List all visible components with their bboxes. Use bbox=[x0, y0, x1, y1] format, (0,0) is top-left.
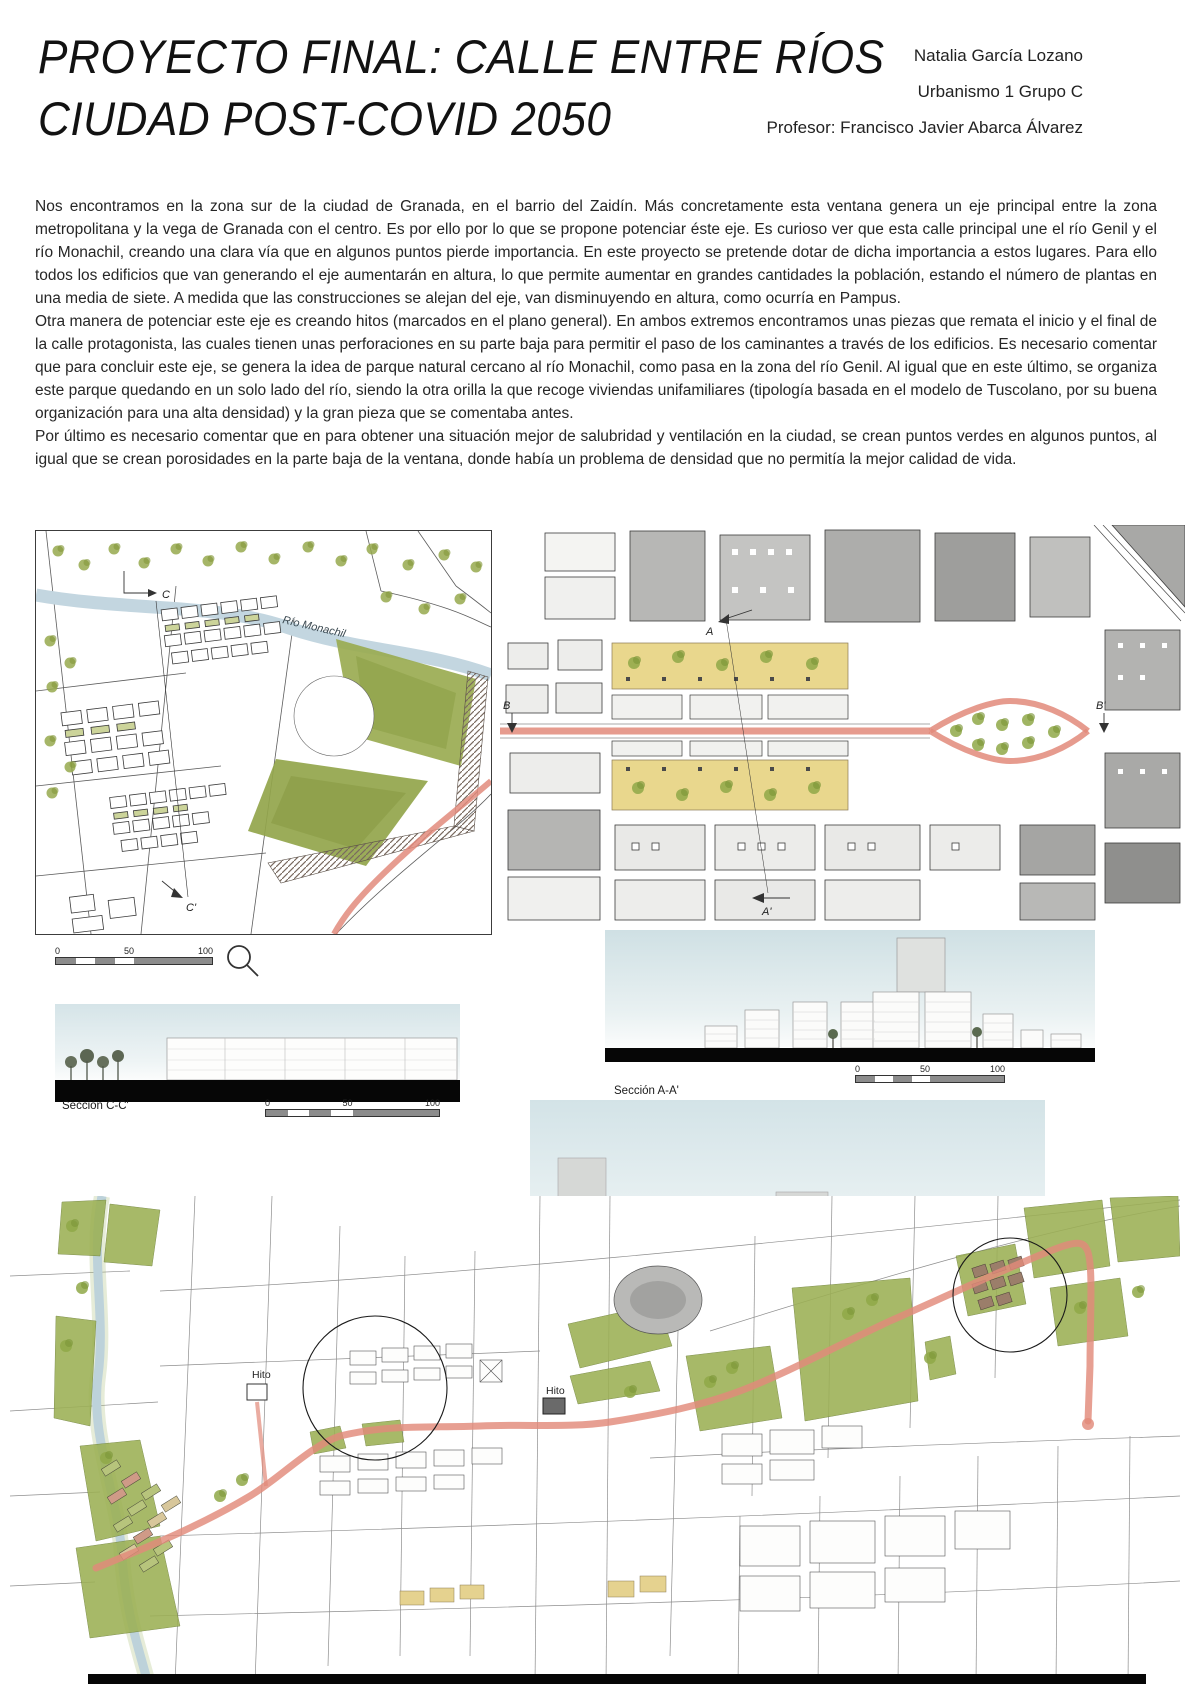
section-aa-drawing bbox=[605, 930, 1095, 1062]
author-name: Natalia García Lozano bbox=[913, 46, 1083, 65]
page-title bbox=[38, 26, 884, 150]
marker-c-end: C' bbox=[186, 902, 197, 914]
marker-a-end: A' bbox=[762, 906, 772, 918]
yellow-blocks bbox=[400, 1576, 666, 1605]
hito-label-1: Hito bbox=[252, 1369, 271, 1381]
housing-blocks bbox=[36, 596, 314, 933]
section-aa-label: Sección A-A' bbox=[614, 1085, 679, 1097]
scale-bar-park-plan: 0 50 100 bbox=[55, 946, 213, 965]
axis-plan-map bbox=[500, 525, 1185, 925]
ground-bar bbox=[605, 1048, 1095, 1062]
hito-label-2: Hito bbox=[546, 1385, 565, 1397]
course-name: Urbanismo 1 Grupo C bbox=[917, 82, 1083, 101]
paragraph-1: Nos encontramos en la zona sur de la ciudad de Granada, en el barrio del Zaidín. Más concretamente esta ventana genera un eje principal entre la zona metropolitana y la vega de Granada con el centro. Es por ello por lo que se propone potenciar éste eje. Es curioso ver que esta calle principal une el río Genil y el río Monachil, creando una clara vía que en algunos puntos pierde importancia. En este proyecto se pretende dotar de dicha importancia a estos lugares. Para ello todos los edificios que van generando el eje aumentarán en altura, lo que permite aumentar en grandes cantidades la población, estando el número de plantas en una media de siete. A medida que las construcciones se alejan del eje, van disminuyendo en altura, como ocurría en Pampus. bbox=[35, 198, 1157, 307]
bottom-ground-bar bbox=[88, 1674, 1146, 1684]
park-plan-map bbox=[35, 530, 492, 935]
city-blocks-right bbox=[1105, 630, 1180, 903]
paragraph-2: Otra manera de potenciar este eje es creando hitos (marcados en el plano general). En ambos extremos encontramos unas piezas que remata el inicio y el final de la calle protagonista, las cuales tienen unas perforaciones en su parte baja para permitir el paso de los caminantes a través de los edificios. Es necesario comentar que para concluir este eje, se genera la idea de parque natural cercano al río Monachil, como pasa en la zona del río Genil. Al igual que en este último, se organiza este parque quedando en un solo lado del río, siendo la otra orilla la que recoge viviendas unifamiliares (tipología basada en el modelo de Tuscolano, por su buena organización para una alta densidad) y la gran pieza que se comentaba antes. bbox=[35, 313, 1157, 422]
header-info bbox=[766, 46, 1083, 154]
project-description bbox=[35, 195, 1157, 471]
paragraph-3: Por último es necesario comentar que en para obtener una situación mejor de salubridad y ventilación en la ciudad, se crean puntos verdes en algunos puntos, al igual que se crean porosidades en la parte baja de la ventana, donde había un problema de densidad que no permitía la mejor calidad de vida. bbox=[35, 428, 1157, 468]
axis-edge-blocks bbox=[612, 695, 848, 756]
marker-a: A bbox=[706, 626, 714, 638]
elevation-buildings bbox=[167, 1038, 457, 1080]
city-blocks-top bbox=[545, 525, 1185, 622]
professor-name: Profesor: Francisco Javier Abarca Álvarez bbox=[766, 118, 1083, 137]
title-line-1: PROYECTO FINAL: CALLE ENTRE RÍOS bbox=[38, 30, 885, 83]
title-line-2: CIUDAD POST-COVID 2050 bbox=[38, 92, 612, 145]
city-blocks-left bbox=[506, 640, 602, 870]
section-cc-drawing bbox=[55, 1004, 460, 1102]
stadium bbox=[614, 1266, 702, 1334]
highlight-blocks bbox=[612, 643, 848, 810]
river-label: Río Monachil bbox=[281, 614, 347, 641]
marker-b: B bbox=[503, 700, 511, 712]
general-plan-map bbox=[10, 1196, 1180, 1684]
section-cc-label: Sección C-C' bbox=[62, 1100, 129, 1112]
marker-c: C bbox=[162, 589, 170, 601]
landmark-hito-1 bbox=[247, 1369, 271, 1400]
park-plaza-circle bbox=[294, 676, 374, 756]
scale-bar-section-aa: 0 50 100 bbox=[855, 1064, 1005, 1083]
marker-b-end: B' bbox=[1096, 700, 1106, 712]
landmark-hito-2 bbox=[543, 1385, 565, 1414]
scale-bar-section-cc: 0 50 100 bbox=[265, 1098, 440, 1117]
north-indicator-icon bbox=[224, 942, 264, 982]
